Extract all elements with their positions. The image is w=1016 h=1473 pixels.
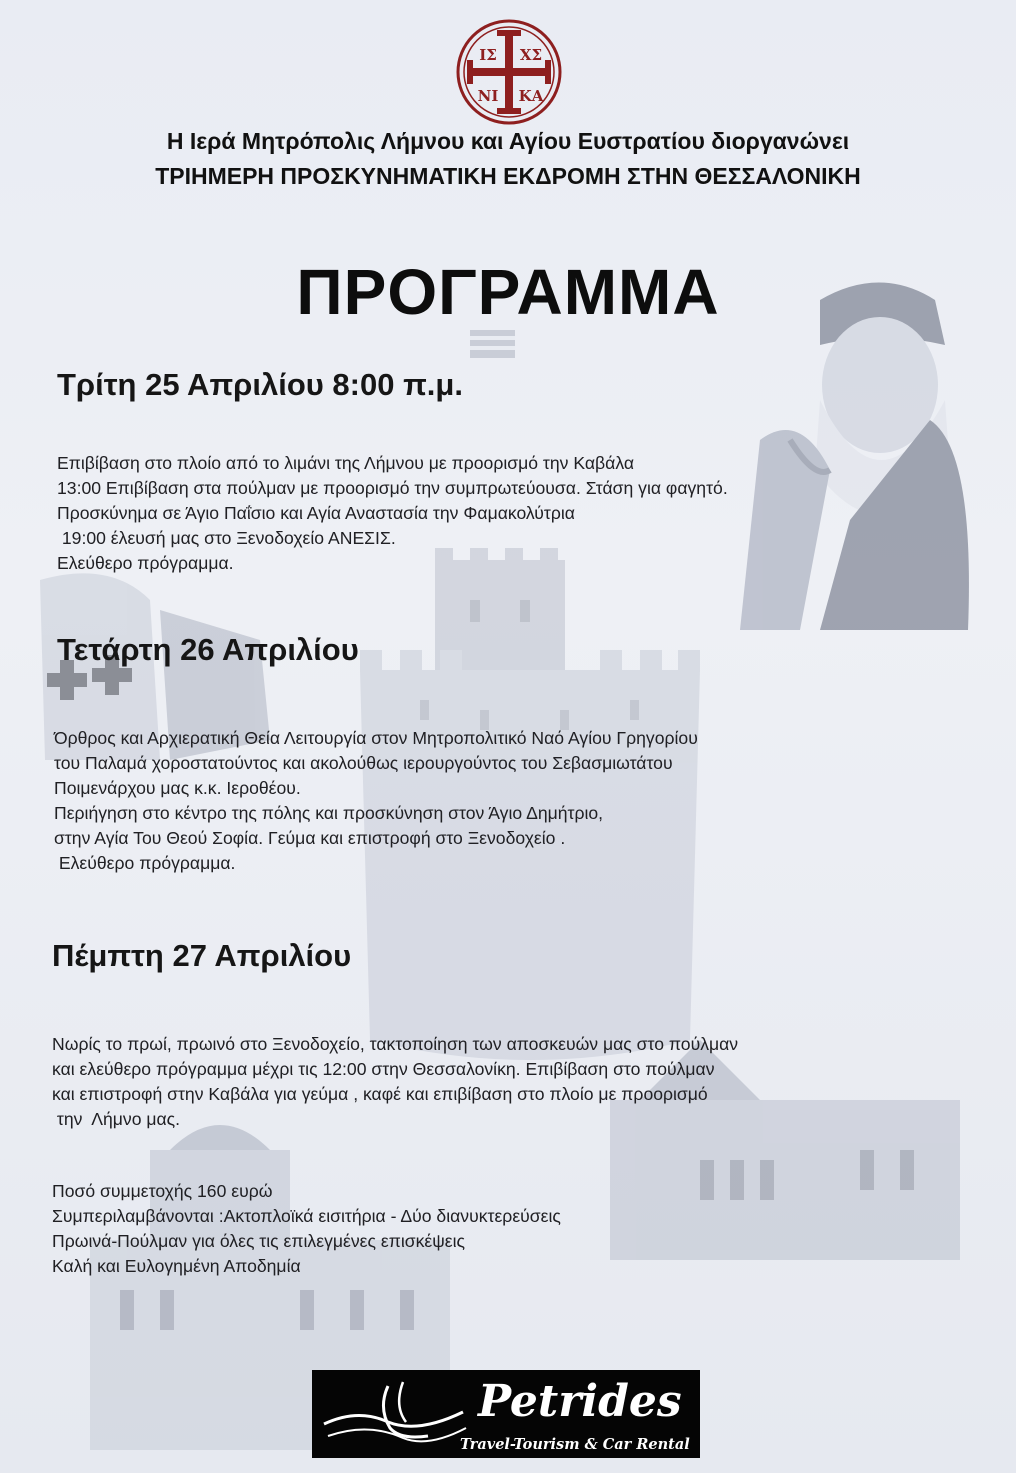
day-heading-tuesday: Τρίτη 25 Απριλίου 8:00 π.μ. (57, 367, 463, 402)
schedule-line: Επιβίβαση στο πλοίο από το λιμάνι της Λήμνου με προορισμό την Καβάλα (57, 453, 635, 473)
day-heading-thursday: Πέμπτη 27 Απριλίου (52, 938, 352, 973)
metropolis-seal-icon (455, 18, 563, 126)
schedule-line: και ελεύθερο πρόγραμμα μέχρι τις 12:00 στην Θεσσαλονίκη. Επιβίβαση στο πούλμαν (52, 1059, 715, 1079)
schedule-line: 13:00 Επιβίβαση στα πούλμαν με προορισμό την συμπρωτεύουσα. Στάση για φαγητό. (57, 478, 728, 498)
day-schedule-thursday (52, 1032, 738, 1132)
day-heading-wednesday: Τετάρτη 26 Απριλίου (57, 632, 359, 667)
schedule-line: του Παλαμά χοροστατούντος και ακολούθως ιερουργούντος του Σεβασμιωτάτου (54, 753, 673, 773)
organizer-line: Η Ιερά Μητρόπολις Λήμνου και Αγίου Ευστρατίου διοργανώνει (166, 128, 850, 154)
schedule-line: στην Αγία Του Θεού Σοφία. Γεύμα και επιστροφή στο Ξενοδοχείο . (54, 828, 566, 848)
logo-name: Petrides (478, 1376, 682, 1427)
svg-text:ΧΣ: ΧΣ (519, 46, 543, 64)
program-title: ΠΡΟΓΡΑΜΜΑ (296, 256, 720, 328)
svg-text:ΝΙ: ΝΙ (477, 87, 499, 105)
price-line: Ποσό συμμετοχής 160 ευρώ (52, 1181, 273, 1201)
farewell-line: Καλή και Ευλογημένη Αποδημία (52, 1256, 301, 1276)
schedule-line: την Λήμνο μας. (52, 1109, 181, 1129)
trip-title-line: ΤΡΙΗΜΕΡΗ ΠΡΟΣΚΥΝΗΜΑΤΙΚΗ ΕΚΔΡΟΜΗ ΣΤΗΝ ΘΕΣΣΑΛΟΝΙΚΗ (155, 163, 861, 189)
schedule-line: Όρθρος και Αρχιερατική Θεία Λειτουργία στον Μητροπολιτικό Ναό Αγίου Γρηγορίου (54, 728, 698, 748)
includes-line: Πρωινά-Πούλμαν για όλες τις επιλεγμένες επισκέψεις (52, 1231, 466, 1251)
logo-tagline: Travel-Tourism & Car Rental (460, 1436, 690, 1453)
day-schedule-tuesday (57, 451, 728, 576)
schedule-line: Ποιμενάρχου μας κ.κ. Ιεροθέου. (54, 778, 301, 798)
schedule-line: Προσκύνημα σε Άγιο Παΐσιο και Αγία Αναστασία την Φαμακολύτρια (57, 503, 575, 523)
includes-line: Συμπεριλαμβάνονται :Ακτοπλοϊκά εισιτήρια - Δύο διανυκτερεύσεις (52, 1206, 561, 1226)
svg-text:ΙΣ: ΙΣ (479, 46, 497, 64)
schedule-line: Νωρίς το πρωί, πρωινό στο Ξενοδοχείο, τακτοποίηση των αποσκευών μας στο πούλμαν (52, 1034, 739, 1054)
petrides-logo (312, 1370, 700, 1458)
schedule-line: Περιήγηση στο κέντρο της πόλης και προσκύνηση στον Άγιο Δημήτριο, (54, 803, 604, 823)
schedule-line: και επιστροφή στην Καβάλα για γεύμα , καφέ και επιβίβαση στο πλοίο με προορισμό (52, 1084, 708, 1104)
logo-wave-icon (318, 1378, 468, 1450)
schedule-line: Ελεύθερο πρόγραμμα. (57, 553, 234, 573)
svg-text:ΚΑ: ΚΑ (518, 87, 544, 105)
schedule-line: Ελεύθερο πρόγραμμα. (54, 853, 236, 873)
trip-details (52, 1179, 561, 1279)
schedule-line: 19:00 έλευσή μας στο Ξενοδοχείο ΑΝΕΣΙΣ. (57, 528, 396, 548)
day-schedule-wednesday (54, 726, 698, 876)
